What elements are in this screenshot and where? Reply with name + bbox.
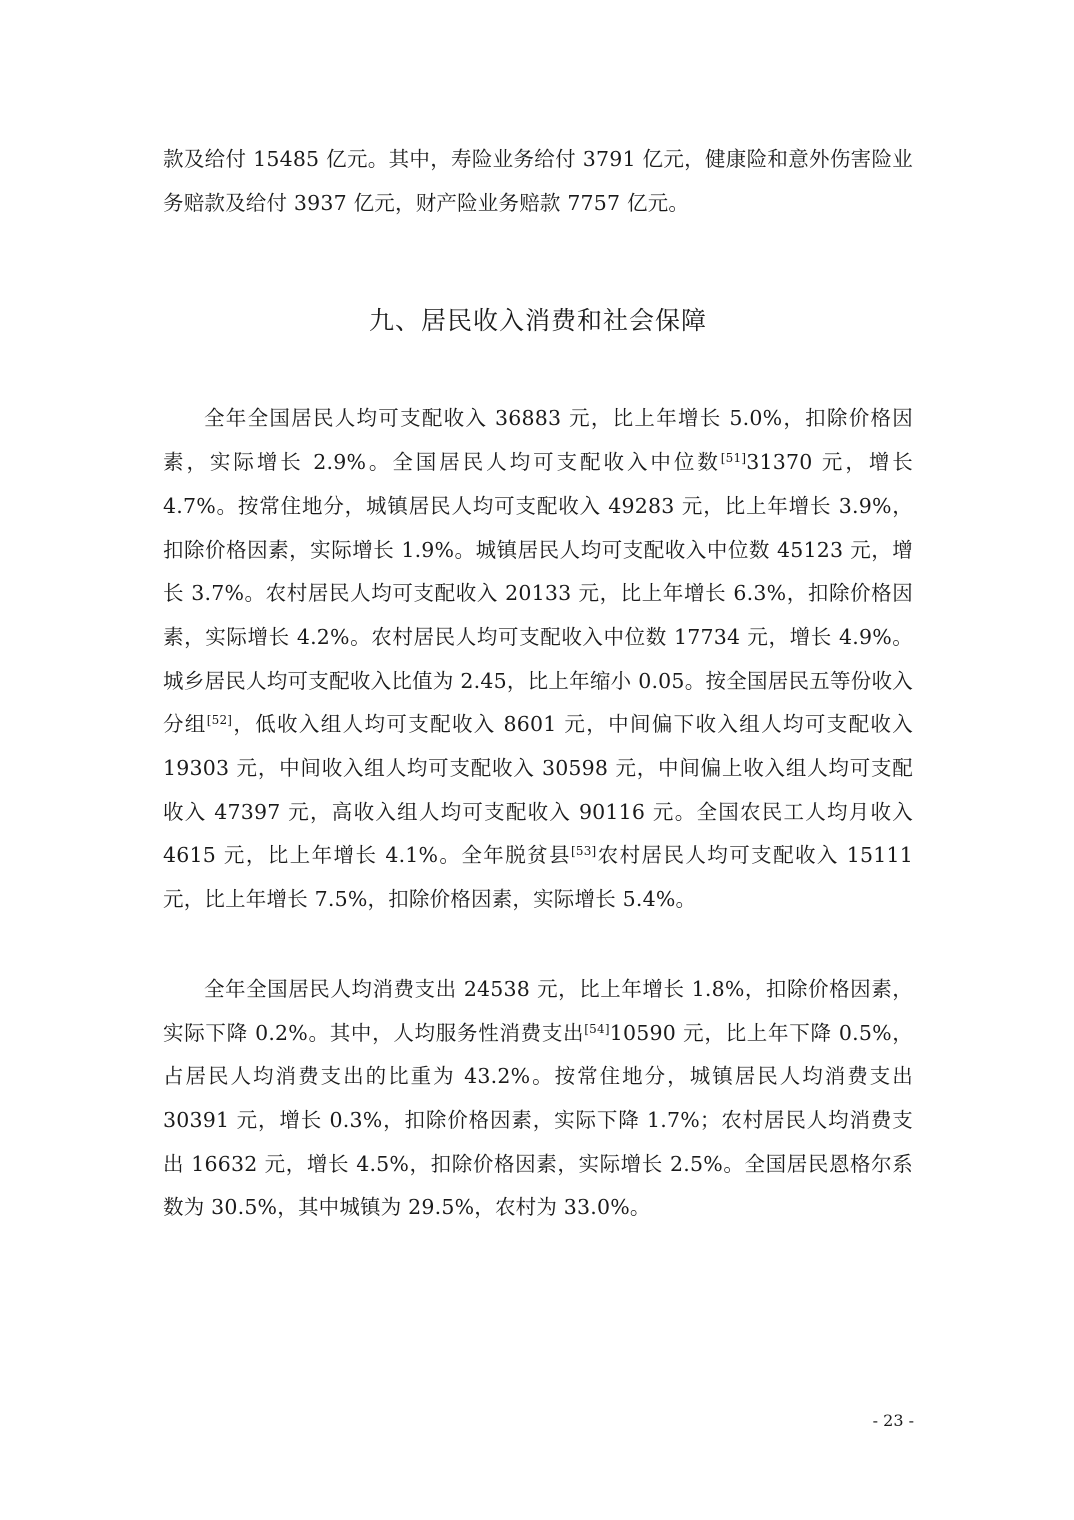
section-heading: 九、居民收入消费和社会保障 <box>368 306 707 336</box>
spacer <box>163 341 913 397</box>
paragraph-text: 款及给付 15485 亿元。其中，寿险业务给付 3791 亿元，健康险和意外伤害险业务赔款及给付 3937 亿元，财产险业务赔款 7757 亿元。 <box>163 147 913 215</box>
footnote-ref[interactable]: [53] <box>571 844 597 859</box>
paragraph-income <box>163 397 913 921</box>
paragraph-consumption <box>163 968 913 1230</box>
spacer <box>163 225 913 301</box>
footnote-ref[interactable]: [51] <box>720 451 747 466</box>
paragraph-text: 全年全国居民人均可支配收入 36883 元，比上年增长 5.0%，扣除价格因素，实际增长 2.9%。全国居民人均可支配收入中位数 <box>163 406 913 475</box>
paragraph-continuation <box>163 138 913 225</box>
paragraph-text: 31370 元，增长 4.7%。按常住地分，城镇居民人均可支配收入 49283 元，比上年增长 3.9%，扣除价格因素，实际增长 1.9%。城镇居民人均可支配收入中位数 45123 元，增长 3.7%。农村居民人均可支配收入 20133 元，比上年增长 6.3%，扣除价格因素，实际增长 4.2%。农村居民人均可支配收入中位数 17734 元，增长 4.9%。城乡居民人均可支配收入比值为 2.45，比上年缩小 0.05。按全国居民五等份收入分组 <box>163 450 914 737</box>
paragraph-text: 全年全国居民人均消费支出 24538 元，比上年增长 1.8%，扣除价格因素，实际下降 0.2%。其中，人均服务性消费支出 <box>163 976 913 1045</box>
paragraph-text: 10590 元，比上年下降 0.5%，占居民人均消费支出的比重为 43.2%。按常住地分，城镇居民人均消费支出 30391 元，增长 0.3%，扣除价格因素，实际下降 1.7%；农村居民人均消费支出 16632 元，增长 4.5%，扣除价格因素，实际增长 2.5%。全国居民恩格尔系数为 30.5%，其中城镇为 29.5%，农村为 33.0%。 <box>163 1020 913 1220</box>
page-number: - 23 - <box>872 1411 914 1430</box>
footnote-ref[interactable]: [54] <box>584 1021 610 1036</box>
paragraph-text: ，低收入组人均可支配收入 8601 元，中间偏下收入组人均可支配收入 19303 元，中间收入组人均可支配收入 30598 元，中间偏上收入组人均可支配收入 47397 元，高收入组人均可支配收入 90116 元。全国农民工人均月收入 4615 元，比上年增长 4.1%。全年脱贫县 <box>163 712 913 868</box>
spacer <box>163 922 913 968</box>
footnote-ref[interactable]: [52] <box>206 713 233 728</box>
page-content <box>163 138 913 1230</box>
paragraph-text: 农村居民人均可支配收入 15111 元，比上年增长 7.5%，扣除价格因素，实际增长 5.4%。 <box>163 843 913 912</box>
